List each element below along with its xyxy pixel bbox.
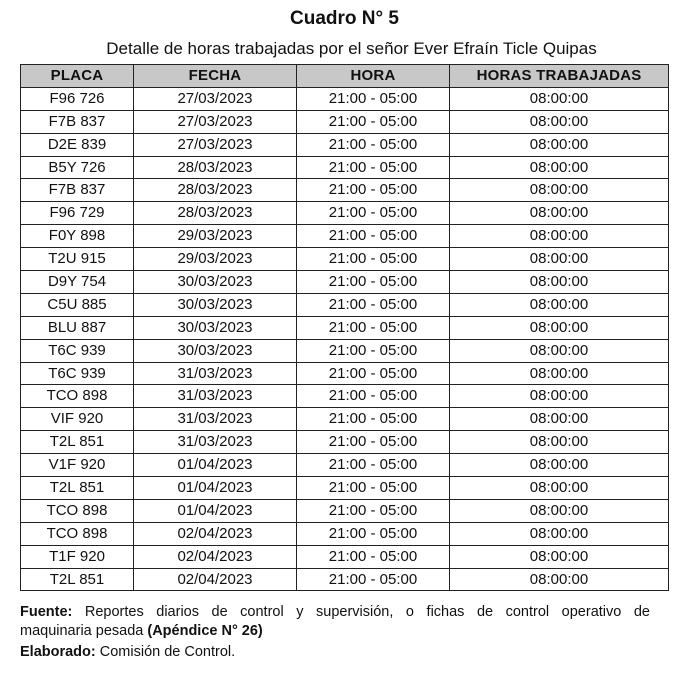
table-row xyxy=(21,362,669,385)
table-title: Cuadro N° 5 xyxy=(290,8,399,29)
cell-placa: T2L 851 xyxy=(21,477,134,500)
table-row xyxy=(21,385,669,408)
cell-horas-trabajadas: 08:00:00 xyxy=(450,499,669,522)
cell-fecha: 30/03/2023 xyxy=(134,316,297,339)
source-note-line2 xyxy=(20,622,650,641)
prepared-label: Elaborado: xyxy=(20,644,96,660)
hours-table xyxy=(20,64,669,591)
source-note-line1 xyxy=(20,603,650,622)
cell-fecha: 31/03/2023 xyxy=(134,408,297,431)
table-row xyxy=(21,156,669,179)
table-row xyxy=(21,87,669,110)
cell-fecha: 01/04/2023 xyxy=(134,454,297,477)
cell-horas-trabajadas: 08:00:00 xyxy=(450,87,669,110)
cell-horas-trabajadas: 08:00:00 xyxy=(450,271,669,294)
cell-horas-trabajadas: 08:00:00 xyxy=(450,133,669,156)
cell-fecha: 31/03/2023 xyxy=(134,385,297,408)
cell-placa: T2U 915 xyxy=(21,248,134,271)
cell-placa: T6C 939 xyxy=(21,362,134,385)
cell-fecha: 31/03/2023 xyxy=(134,431,297,454)
cell-horas-trabajadas: 08:00:00 xyxy=(450,522,669,545)
cell-hora: 21:00 - 05:00 xyxy=(297,316,450,339)
cell-placa: T2L 851 xyxy=(21,568,134,591)
table-header-row xyxy=(21,65,669,88)
cell-horas-trabajadas: 08:00:00 xyxy=(450,545,669,568)
header-hora: HORA xyxy=(297,65,450,88)
table-row xyxy=(21,431,669,454)
cell-fecha: 01/04/2023 xyxy=(134,499,297,522)
cell-fecha: 30/03/2023 xyxy=(134,339,297,362)
cell-fecha: 28/03/2023 xyxy=(134,156,297,179)
cell-hora: 21:00 - 05:00 xyxy=(297,339,450,362)
table-row xyxy=(21,499,669,522)
cell-horas-trabajadas: 08:00:00 xyxy=(450,339,669,362)
cell-placa: TCO 898 xyxy=(21,522,134,545)
appendix-reference: (Apéndice N° 26) xyxy=(147,623,263,639)
cell-horas-trabajadas: 08:00:00 xyxy=(450,454,669,477)
header-horas-trabajadas: HORAS TRABAJADAS xyxy=(450,65,669,88)
cell-fecha: 27/03/2023 xyxy=(134,87,297,110)
table-row xyxy=(21,293,669,316)
table-row xyxy=(21,522,669,545)
cell-fecha: 29/03/2023 xyxy=(134,248,297,271)
cell-hora: 21:00 - 05:00 xyxy=(297,179,450,202)
table-row xyxy=(21,179,669,202)
table-body xyxy=(21,87,669,591)
source-text-line1: Reportes diarios de control y supervisión, o fichas de control operativo de xyxy=(72,604,650,620)
cell-placa: VIF 920 xyxy=(21,408,134,431)
table-row xyxy=(21,408,669,431)
cell-placa: D2E 839 xyxy=(21,133,134,156)
cell-placa: C5U 885 xyxy=(21,293,134,316)
cell-fecha: 31/03/2023 xyxy=(134,362,297,385)
cell-placa: TCO 898 xyxy=(21,385,134,408)
cell-fecha: 27/03/2023 xyxy=(134,133,297,156)
cell-hora: 21:00 - 05:00 xyxy=(297,454,450,477)
cell-fecha: 28/03/2023 xyxy=(134,179,297,202)
cell-hora: 21:00 - 05:00 xyxy=(297,225,450,248)
cell-horas-trabajadas: 08:00:00 xyxy=(450,202,669,225)
table-row xyxy=(21,477,669,500)
cell-placa: B5Y 726 xyxy=(21,156,134,179)
cell-fecha: 02/04/2023 xyxy=(134,522,297,545)
cell-horas-trabajadas: 08:00:00 xyxy=(450,568,669,591)
table-row xyxy=(21,202,669,225)
cell-hora: 21:00 - 05:00 xyxy=(297,477,450,500)
cell-hora: 21:00 - 05:00 xyxy=(297,408,450,431)
cell-horas-trabajadas: 08:00:00 xyxy=(450,431,669,454)
cell-fecha: 27/03/2023 xyxy=(134,110,297,133)
cell-hora: 21:00 - 05:00 xyxy=(297,133,450,156)
cell-hora: 21:00 - 05:00 xyxy=(297,293,450,316)
source-text-line2: maquinaria pesada xyxy=(20,623,148,639)
cell-horas-trabajadas: 08:00:00 xyxy=(450,477,669,500)
cell-fecha: 02/04/2023 xyxy=(134,568,297,591)
cell-hora: 21:00 - 05:00 xyxy=(297,545,450,568)
source-label: Fuente: xyxy=(20,604,73,620)
cell-fecha: 02/04/2023 xyxy=(134,545,297,568)
cell-placa: TCO 898 xyxy=(21,499,134,522)
cell-hora: 21:00 - 05:00 xyxy=(297,385,450,408)
table-row xyxy=(21,133,669,156)
cell-hora: 21:00 - 05:00 xyxy=(297,156,450,179)
cell-placa: F96 729 xyxy=(21,202,134,225)
cell-fecha: 30/03/2023 xyxy=(134,293,297,316)
table-row xyxy=(21,271,669,294)
table-row xyxy=(21,316,669,339)
cell-placa: D9Y 754 xyxy=(21,271,134,294)
cell-horas-trabajadas: 08:00:00 xyxy=(450,316,669,339)
table-row xyxy=(21,339,669,362)
table-row xyxy=(21,454,669,477)
cell-hora: 21:00 - 05:00 xyxy=(297,568,450,591)
prepared-text: Comisión de Control. xyxy=(95,644,236,660)
cell-hora: 21:00 - 05:00 xyxy=(297,522,450,545)
cell-placa: BLU 887 xyxy=(21,316,134,339)
cell-placa: F0Y 898 xyxy=(21,225,134,248)
cell-fecha: 29/03/2023 xyxy=(134,225,297,248)
cell-hora: 21:00 - 05:00 xyxy=(297,271,450,294)
cell-horas-trabajadas: 08:00:00 xyxy=(450,156,669,179)
cell-placa: T2L 851 xyxy=(21,431,134,454)
cell-placa: F7B 837 xyxy=(21,110,134,133)
cell-hora: 21:00 - 05:00 xyxy=(297,362,450,385)
table-row xyxy=(21,248,669,271)
cell-hora: 21:00 - 05:00 xyxy=(297,110,450,133)
table-row xyxy=(21,545,669,568)
cell-horas-trabajadas: 08:00:00 xyxy=(450,179,669,202)
cell-fecha: 28/03/2023 xyxy=(134,202,297,225)
table-subtitle: Detalle de horas trabajadas por el señor Ever Efraín Ticle Quipas xyxy=(106,39,597,58)
cell-horas-trabajadas: 08:00:00 xyxy=(450,225,669,248)
cell-fecha: 01/04/2023 xyxy=(134,477,297,500)
cell-horas-trabajadas: 08:00:00 xyxy=(450,248,669,271)
table-row xyxy=(21,225,669,248)
header-fecha: FECHA xyxy=(134,65,297,88)
cell-horas-trabajadas: 08:00:00 xyxy=(450,110,669,133)
cell-hora: 21:00 - 05:00 xyxy=(297,248,450,271)
cell-placa: F7B 837 xyxy=(21,179,134,202)
table-row xyxy=(21,110,669,133)
cell-fecha: 30/03/2023 xyxy=(134,271,297,294)
header-placa: PLACA xyxy=(21,65,134,88)
prepared-by-note xyxy=(20,643,650,662)
cell-hora: 21:00 - 05:00 xyxy=(297,87,450,110)
cell-placa: T1F 920 xyxy=(21,545,134,568)
cell-horas-trabajadas: 08:00:00 xyxy=(450,408,669,431)
cell-horas-trabajadas: 08:00:00 xyxy=(450,362,669,385)
cell-placa: F96 726 xyxy=(21,87,134,110)
cell-horas-trabajadas: 08:00:00 xyxy=(450,385,669,408)
table-row xyxy=(21,568,669,591)
cell-placa: T6C 939 xyxy=(21,339,134,362)
cell-hora: 21:00 - 05:00 xyxy=(297,499,450,522)
cell-hora: 21:00 - 05:00 xyxy=(297,431,450,454)
cell-placa: V1F 920 xyxy=(21,454,134,477)
cell-hora: 21:00 - 05:00 xyxy=(297,202,450,225)
cell-horas-trabajadas: 08:00:00 xyxy=(450,293,669,316)
